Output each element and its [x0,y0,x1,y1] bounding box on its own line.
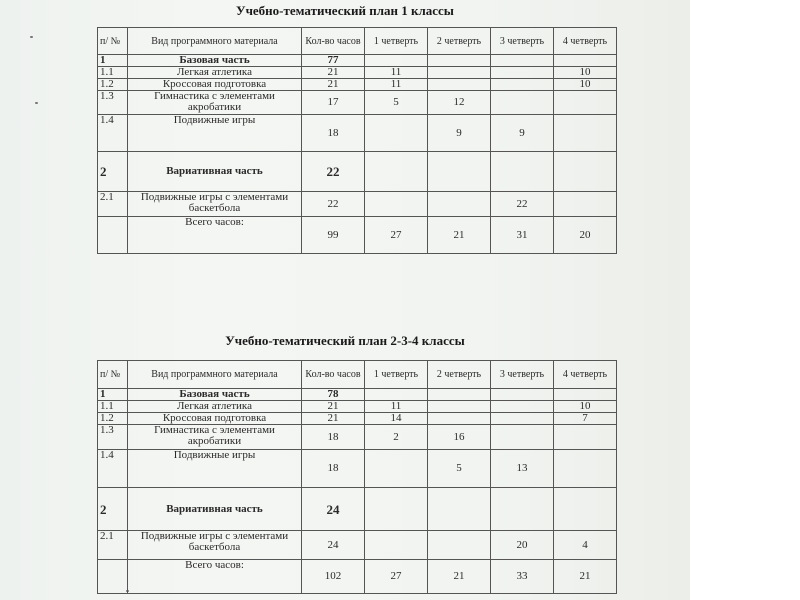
row-hours: 22 [302,192,365,217]
row-hours: 77 [302,55,365,67]
row-material: Легкая атлетика [128,401,302,413]
row-material: Подвижные игры [128,450,302,488]
table-total-row [98,560,617,594]
row-material: Кроссовая подготовка [128,413,302,425]
header-quarter-1: 1 четверть [365,28,428,55]
row-quarter-4 [554,425,617,450]
table-header-row [98,361,617,389]
row-quarter-1: 11 [365,79,428,91]
row-quarter-3 [491,152,554,192]
table-row [98,79,617,91]
row-hours: 24 [302,488,365,531]
table-row [98,531,617,560]
row-quarter-3: 20 [491,531,554,560]
row-quarter-1 [365,192,428,217]
row-quarter-1: 14 [365,413,428,425]
header-hours: Кол-во часов [302,361,365,389]
row-number [98,217,128,254]
row-hours: 78 [302,389,365,401]
row-quarter-2: 5 [428,450,491,488]
row-hours: 21 [302,401,365,413]
row-quarter-4: 10 [554,401,617,413]
row-quarter-1 [365,488,428,531]
row-quarter-3: 9 [491,115,554,152]
table-row [98,55,617,67]
plan-2-table [97,360,617,594]
row-quarter-3 [491,91,554,115]
row-quarter-4 [554,450,617,488]
row-quarter-3 [491,389,554,401]
row-number: 1.2 [98,79,128,91]
row-number: 1.3 [98,425,128,450]
row-quarter-4 [554,115,617,152]
row-material: Гимнастика с элементами акробатики [128,425,302,450]
row-quarter-2 [428,389,491,401]
row-quarter-2: 12 [428,91,491,115]
row-hours: 18 [302,115,365,152]
row-quarter-3 [491,413,554,425]
table-row [98,450,617,488]
total-quarter-4: 20 [554,217,617,254]
header-number: п/ № [98,361,128,389]
row-quarter-2 [428,413,491,425]
row-quarter-4 [554,55,617,67]
row-quarter-3 [491,401,554,413]
total-quarter-3: 31 [491,217,554,254]
row-quarter-1: 5 [365,91,428,115]
row-quarter-4 [554,91,617,115]
scan-speck [30,36,33,38]
scan-speck [35,102,38,104]
row-quarter-4: 7 [554,413,617,425]
row-quarter-3 [491,425,554,450]
row-number: 1.3 [98,91,128,115]
row-quarter-3: 22 [491,192,554,217]
row-number: 1.1 [98,67,128,79]
row-number: 2 [98,488,128,531]
row-material: Подвижные игры с элементами баскетбола [128,531,302,560]
plan-2-title: Учебно-тематический план 2-3-4 классы [225,333,465,348]
row-material: Вариативная часть [128,488,302,531]
total-label: Всего часов: [128,217,302,254]
row-quarter-2 [428,79,491,91]
table-row [98,91,617,115]
row-quarter-2 [428,67,491,79]
row-quarter-4: 10 [554,67,617,79]
row-material: Базовая часть [128,389,302,401]
row-quarter-4: 4 [554,531,617,560]
header-quarter-4: 4 четверть [554,361,617,389]
total-quarter-1: 27 [365,217,428,254]
row-hours: 21 [302,413,365,425]
row-quarter-4 [554,192,617,217]
row-number: 1.2 [98,413,128,425]
total-quarter-1: 27 [365,560,428,594]
row-quarter-3 [491,488,554,531]
row-quarter-1 [365,389,428,401]
header-quarter-2: 2 четверть [428,361,491,389]
row-quarter-2 [428,192,491,217]
row-material: Подвижные игры с элементами баскетбола [128,192,302,217]
row-number [98,560,128,594]
row-quarter-4: 10 [554,79,617,91]
row-quarter-1 [365,450,428,488]
row-quarter-1: 2 [365,425,428,450]
header-material: Вид программного материала [128,28,302,55]
plan-1-title: Учебно-тематический план 1 классы [236,3,454,18]
row-quarter-2: 16 [428,425,491,450]
row-quarter-3 [491,55,554,67]
row-quarter-1 [365,152,428,192]
row-quarter-4 [554,152,617,192]
row-number: 1.4 [98,115,128,152]
header-hours: Кол-во часов [302,28,365,55]
row-quarter-4 [554,488,617,531]
row-quarter-2 [428,531,491,560]
row-quarter-1 [365,115,428,152]
total-label: Всего часов: [128,560,302,594]
header-quarter-4: 4 четверть [554,28,617,55]
row-hours: 24 [302,531,365,560]
row-quarter-3 [491,67,554,79]
row-quarter-3 [491,79,554,91]
table-header-row [98,28,617,55]
header-material: Вид программного материала [128,361,302,389]
row-material: Легкая атлетика [128,67,302,79]
total-quarter-4: 21 [554,560,617,594]
row-number: 1 [98,389,128,401]
row-material: Подвижные игры [128,115,302,152]
row-number: 2 [98,152,128,192]
total-hours: 102 [302,560,365,594]
row-quarter-2 [428,401,491,413]
row-quarter-1 [365,531,428,560]
header-quarter-2: 2 четверть [428,28,491,55]
table-row [98,413,617,425]
total-quarter-3: 33 [491,560,554,594]
table-row [98,152,617,192]
row-material: Гимнастика с элементами акробатики [128,91,302,115]
header-number: п/ № [98,28,128,55]
table-row [98,401,617,413]
row-number: 1.4 [98,450,128,488]
row-hours: 21 [302,67,365,79]
plan-1-table [97,27,617,254]
total-quarter-2: 21 [428,217,491,254]
row-number: 2.1 [98,192,128,217]
row-quarter-2: 9 [428,115,491,152]
row-material: Кроссовая подготовка [128,79,302,91]
row-number: 1 [98,55,128,67]
total-quarter-2: 21 [428,560,491,594]
row-number: 1.1 [98,401,128,413]
row-number: 2.1 [98,531,128,560]
row-quarter-1 [365,55,428,67]
table-row [98,115,617,152]
row-quarter-2 [428,55,491,67]
row-quarter-4 [554,389,617,401]
row-material: Базовая часть [128,55,302,67]
row-hours: 18 [302,425,365,450]
table-row [98,67,617,79]
table-row [98,488,617,531]
row-quarter-3: 13 [491,450,554,488]
row-hours: 22 [302,152,365,192]
header-quarter-3: 3 четверть [491,361,554,389]
row-quarter-1: 11 [365,67,428,79]
total-hours: 99 [302,217,365,254]
row-quarter-1: 11 [365,401,428,413]
row-hours: 17 [302,91,365,115]
table-row [98,192,617,217]
row-hours: 18 [302,450,365,488]
table-total-row [98,217,617,254]
row-hours: 21 [302,79,365,91]
row-quarter-2 [428,488,491,531]
table-row [98,389,617,401]
header-quarter-1: 1 четверть [365,361,428,389]
header-quarter-3: 3 четверть [491,28,554,55]
table-row [98,425,617,450]
row-quarter-2 [428,152,491,192]
row-material: Вариативная часть [128,152,302,192]
